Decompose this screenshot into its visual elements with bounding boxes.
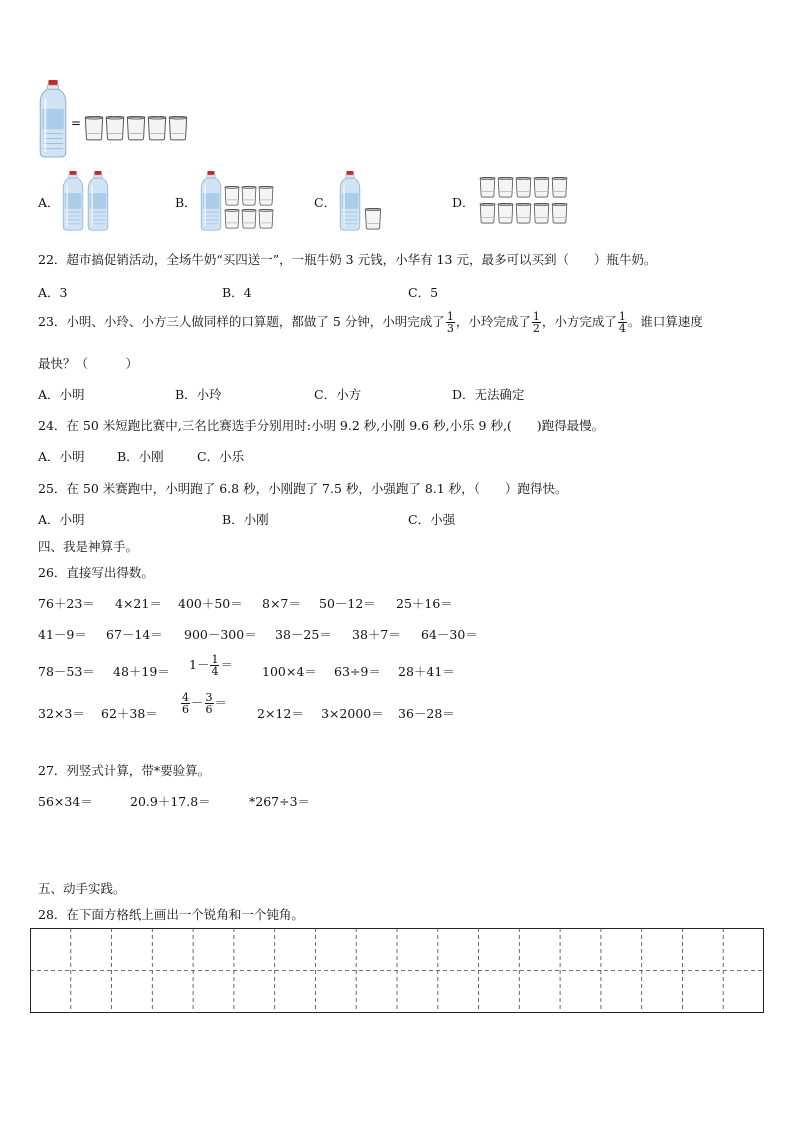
calc-item: 400＋50＝ — [178, 596, 243, 611]
glass-icon — [551, 203, 568, 224]
stem-text: ，小玲完成了 — [455, 314, 531, 329]
option-c-label[interactable]: C． — [314, 195, 337, 210]
calc-item: 900－300＝ — [184, 627, 257, 642]
option-c[interactable]: C．5 — [408, 285, 439, 300]
stem-text: 。谁口算速度 — [627, 314, 703, 329]
glass-icon — [515, 177, 532, 198]
glass-icon — [364, 208, 382, 230]
calc-item: 50－12＝ — [319, 596, 376, 611]
glass-icon — [479, 177, 496, 198]
question-28-stem: 28．在下面方格纸上画出一个锐角和一个钝角。 — [38, 907, 304, 922]
option-b[interactable]: B．小刚 — [222, 512, 269, 527]
option-d-label[interactable]: D． — [452, 195, 475, 210]
section-heading: 四、我是神算手。 — [38, 539, 139, 554]
equals-sign: = — [71, 116, 82, 130]
glass-icon — [224, 186, 240, 206]
calc-item-fraction — [189, 654, 233, 677]
calc-item: 32×3＝ — [38, 706, 85, 721]
calc-item: 36－28＝ — [398, 706, 455, 721]
question-23-stem-cont: 最快？（ ） — [38, 356, 139, 371]
water-bottle-icon — [38, 80, 68, 158]
glass-icon — [241, 186, 257, 206]
stem-text: 23．小明、小玲、小方三人做同样的口算题，都做了 5 分钟，小明完成了 — [38, 314, 445, 329]
calc-item: 3×2000＝ — [321, 706, 384, 721]
calc-item-fraction — [180, 692, 227, 715]
glass-icon — [147, 116, 167, 141]
option-a[interactable]: A．小明 — [38, 387, 85, 402]
calc-item: 28＋41＝ — [398, 664, 455, 679]
calc-item: 8×7＝ — [262, 596, 301, 611]
calc-item: 64－30＝ — [421, 627, 478, 642]
calc-item: 20.9＋17.8＝ — [130, 794, 211, 809]
calc-item: 100×4＝ — [262, 664, 317, 679]
option-a-label[interactable]: A． — [38, 195, 60, 210]
fraction: $\frac{4}{6}$ — [182, 691, 189, 716]
glass-icon — [515, 203, 532, 224]
option-c[interactable]: C．小乐 — [197, 449, 245, 464]
option-b-label[interactable]: B． — [175, 195, 197, 210]
calc-suffix: ＝ — [220, 657, 233, 672]
calc-item: 4×21＝ — [115, 596, 162, 611]
question-23-stem — [38, 311, 703, 334]
calc-prefix: 1－ — [189, 657, 210, 672]
fraction: $\frac{1}{2}$ — [532, 310, 540, 335]
grid-paper[interactable] — [30, 928, 764, 1013]
option-c[interactable]: C．小强 — [408, 512, 456, 527]
question-26-stem: 26．直接写出得数。 — [38, 565, 154, 580]
glass-icon — [258, 209, 274, 229]
glass-icon — [533, 203, 550, 224]
calc-item: *267÷3＝ — [249, 794, 311, 809]
calc-item: 38＋7＝ — [352, 627, 401, 642]
glass-icon — [258, 186, 274, 206]
fraction: $\frac{1}{4}$ — [618, 310, 626, 335]
question-25-stem: 25．在 50 米赛跑中，小明跑了 6.8 秒，小刚跑了 7.5 秒，小强跑了 8.1 秒，（ ）跑得快。 — [38, 481, 568, 496]
fraction: $\frac{1}{4}$ — [211, 653, 219, 678]
water-bottle-icon — [86, 171, 110, 231]
water-bottle-icon — [61, 171, 85, 231]
calc-item: 63÷9＝ — [334, 664, 381, 679]
option-d[interactable]: D．无法确定 — [452, 387, 525, 402]
calc-item: 78－53＝ — [38, 664, 95, 679]
glass-icon — [479, 203, 496, 224]
option-a[interactable]: A．小明 — [38, 512, 85, 527]
glass-icon — [84, 116, 104, 141]
glass-icon — [551, 177, 568, 198]
calc-suffix: ＝ — [214, 695, 228, 710]
question-24-stem: 24．在 50 米短跑比赛中,三名比赛选手分别用时:小明 9.2 秒,小刚 9.6 秒,小乐 9 秒,( )跑得最慢。 — [38, 418, 605, 433]
option-a[interactable]: A．小明 — [38, 449, 85, 464]
glass-icon — [241, 209, 257, 229]
calc-item: 48＋19＝ — [113, 664, 170, 679]
option-b[interactable]: B．小玲 — [175, 387, 222, 402]
glass-icon — [168, 116, 188, 141]
calc-item: 62＋38＝ — [101, 706, 158, 721]
calc-item: 25＋16＝ — [396, 596, 453, 611]
option-b[interactable]: B．4 — [222, 285, 252, 300]
option-b[interactable]: B．小刚 — [117, 449, 164, 464]
calc-operator: － — [191, 695, 204, 710]
glass-icon — [224, 209, 240, 229]
fraction: $\frac{1}{3}$ — [446, 310, 454, 335]
question-27-stem: 27．列竖式计算，带*要验算。 — [38, 763, 211, 778]
stem-text: ，小方完成了 — [541, 314, 617, 329]
calc-item: 2×12＝ — [257, 706, 304, 721]
section-heading: 五、动手实践。 — [38, 881, 126, 896]
calc-item: 41－9＝ — [38, 627, 87, 642]
water-bottle-icon — [199, 171, 223, 231]
glass-icon — [497, 203, 514, 224]
glass-icon — [126, 116, 146, 141]
calc-item: 76＋23＝ — [38, 596, 95, 611]
calc-item: 67－14＝ — [106, 627, 163, 642]
calc-item: 38－25＝ — [275, 627, 332, 642]
glass-icon — [533, 177, 550, 198]
glass-icon — [497, 177, 514, 198]
calc-item: 56×34＝ — [38, 794, 93, 809]
glass-icon — [105, 116, 125, 141]
question-22-stem: 22．超市搞促销活动，全场牛奶“买四送一”，一瓶牛奶 3 元钱，小华有 13 元，最多可以买到（ ）瓶牛奶。 — [38, 252, 657, 267]
water-bottle-icon — [338, 171, 362, 231]
option-a[interactable]: A．3 — [38, 285, 68, 300]
option-c[interactable]: C．小方 — [314, 387, 362, 402]
fraction: $\frac{3}{6}$ — [205, 691, 213, 716]
